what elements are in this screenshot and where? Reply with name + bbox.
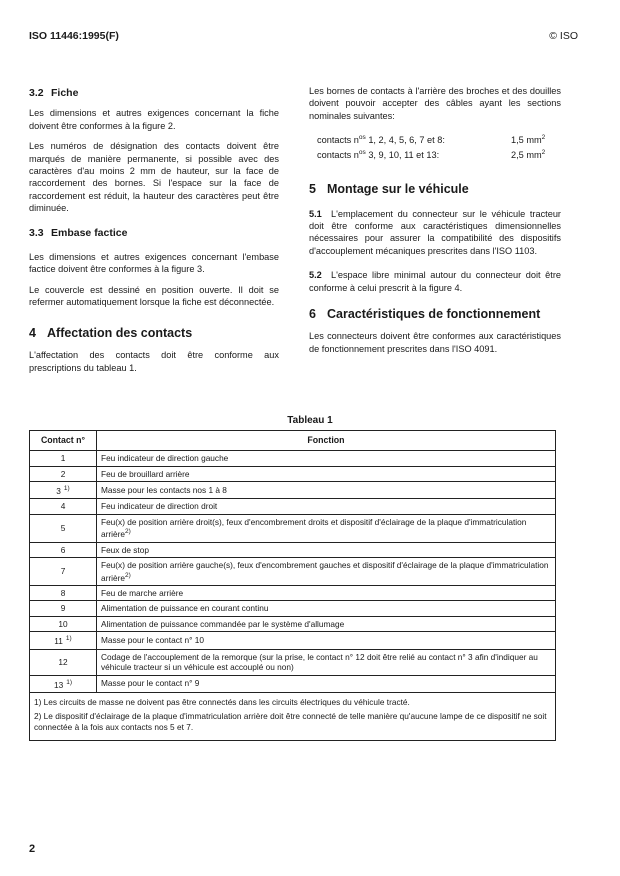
table-row [30,601,556,617]
column-header-contact: Contact n° [30,431,97,451]
contact-function: Masse pour le contact n° 9 [97,675,556,692]
paragraph: Les numéros de désignation des contacts doivent être marqués de manière permanente, si possible avec des caractères d'au moins 2 mm de hauteur, sur la face de raccordement des bornes. Si l'espace sur la face de raccordement est réduit, la hauteur des caractères peut être diminuée. [29,141,279,214]
contact-function: Feu de marche arrière [97,585,556,601]
contact-function: Feu(x) de position arrière droit(s), feux d'encombrement droits et dispositif d'éclairage de la plaque d'immatriculation arrière$^{2)}$ [97,514,556,542]
contact-number: 12 [30,649,97,675]
contact-function: Feu de brouillard arrière [97,466,556,482]
contact-number: 9 [30,601,97,617]
paragraph: Les dimensions et autres exigences concernant la fiche doivent être conformes à la figure 2. [29,108,279,131]
contact-number: 2 [30,466,97,482]
contact-function: Feu(x) de position arrière gauche(s), feux d'encombrement gauches et dispositif d'éclairage de la plaque d'immatriculation arrière$^{2)}$ [97,558,556,586]
table-row [30,542,556,558]
contact-function: Feu indicateur de direction droit [97,499,556,515]
table-caption: Tableau 1 [287,415,333,426]
paragraph: Le couvercle est dessiné en position ouverte. Il doit se refermer automatiquement lorsque la fiche est déconnectée. [29,284,279,308]
table-row [30,482,556,499]
table-row [30,499,556,515]
copyright: © ISO [549,30,578,42]
paragraph: Les bornes de contacts à l'arrière des broches et des douilles doivent pouvoir accepter des câbles ayant les sections nominales suivantes: [309,86,561,121]
contact-function: Feux de stop [97,542,556,558]
contacts-table [29,430,556,741]
table-row [30,585,556,601]
doc-reference: ISO 11446:1995(F) [29,30,119,42]
cable-row: contacts $n^{os}$ 3, 9, 10, 11 et 13: 2,5 $mm^2$ [317,148,546,160]
paragraph: Les connecteurs doivent être conformes aux caractéristiques de fonctionnement prescrites dans l'ISO 4091. [309,331,561,354]
contact-function: Alimentation de puissance commandée par le système d'allumage [97,616,556,632]
contact-number: 8 [30,585,97,601]
contact-number: 10 [30,616,97,632]
section-heading-6: 6 Caractéristiques de fonctionnement [309,307,541,321]
paragraph: L'affectation des contacts doit être conforme aux prescriptions du tableau 1. [29,350,279,373]
cable-sections [309,132,561,161]
table-row [30,451,556,467]
contact-number: 11 $^{1)}$ [30,632,97,649]
cable-row: contacts $n^{os}$ 1, 2, 4, 5, 6, 7 et 8: 1,5 $mm^2$ [317,134,546,146]
paragraph: Les dimensions et autres exigences concernant l'embase factice doivent être conformes à la figure 3. [29,252,279,275]
contact-function: Codage de l'accouplement de la remorque (sur la prise, le contact n° 12 doit être relié au contact n° 3 afin d'indiquer au véhicule tracteur si un véhicule est accouplé ou non) [97,649,556,675]
right-column [309,85,561,363]
contact-number: 6 [30,542,97,558]
column-header-function: Fonction [97,431,556,451]
table-row [30,649,556,675]
section-heading-5: 5 Montage sur le véhicule [309,182,469,197]
contact-number: 3 $^{1)}$ [30,482,97,499]
contact-number: 5 [30,514,97,542]
contact-function: Masse pour le contact n° 10 [97,632,556,649]
contact-function: Alimentation de puissance en courant continu [97,601,556,617]
contact-number: 13 $^{1)}$ [30,675,97,692]
table-row [30,514,556,542]
page-number: 2 [29,843,36,855]
table-row [30,558,556,586]
table-row [30,466,556,482]
table-row [30,675,556,692]
contact-function: Feu indicateur de direction gauche [97,451,556,467]
section-heading-3-3: 3.3 Embase factice [29,226,128,239]
table-note: 2) Le dispositif d'éclairage de la plaque d'immatriculation arrière doit être connecté de telle manière qu'aucune lampe de ce dispositif ne soit connectée à la fois aux contacts nos 5 et 7. [34,711,547,732]
section-heading-3-2: 3.2 Fiche [29,87,79,99]
section-heading-4: 4 Affectation des contacts [29,325,193,340]
paragraph: 5.2 L'espace libre minimal autour du connecteur doit être conforme à celui prescrit à la figure 4. [309,270,561,293]
left-column [29,87,279,382]
table-note: 1) Les circuits de masse ne doivent pas être connectés dans les circuits électriques du véhicule tracté. [34,696,410,707]
contact-number: 7 [30,558,97,586]
paragraph: 5.1 L'emplacement du connecteur sur le véhicule tracteur doit être conforme aux caractéristiques dimensionnelles nécessaires pour assurer la compatibilité des dispositifs d'accouplement mécaniques prescrites dans l'ISO 1103. [309,208,561,256]
contact-number: 4 [30,499,97,515]
table-notes [30,692,556,741]
contact-number: 1 [30,451,97,467]
table-row [30,632,556,649]
contact-function: Masse pour les contacts nos 1 à 8 [97,482,556,499]
table-row [30,616,556,632]
